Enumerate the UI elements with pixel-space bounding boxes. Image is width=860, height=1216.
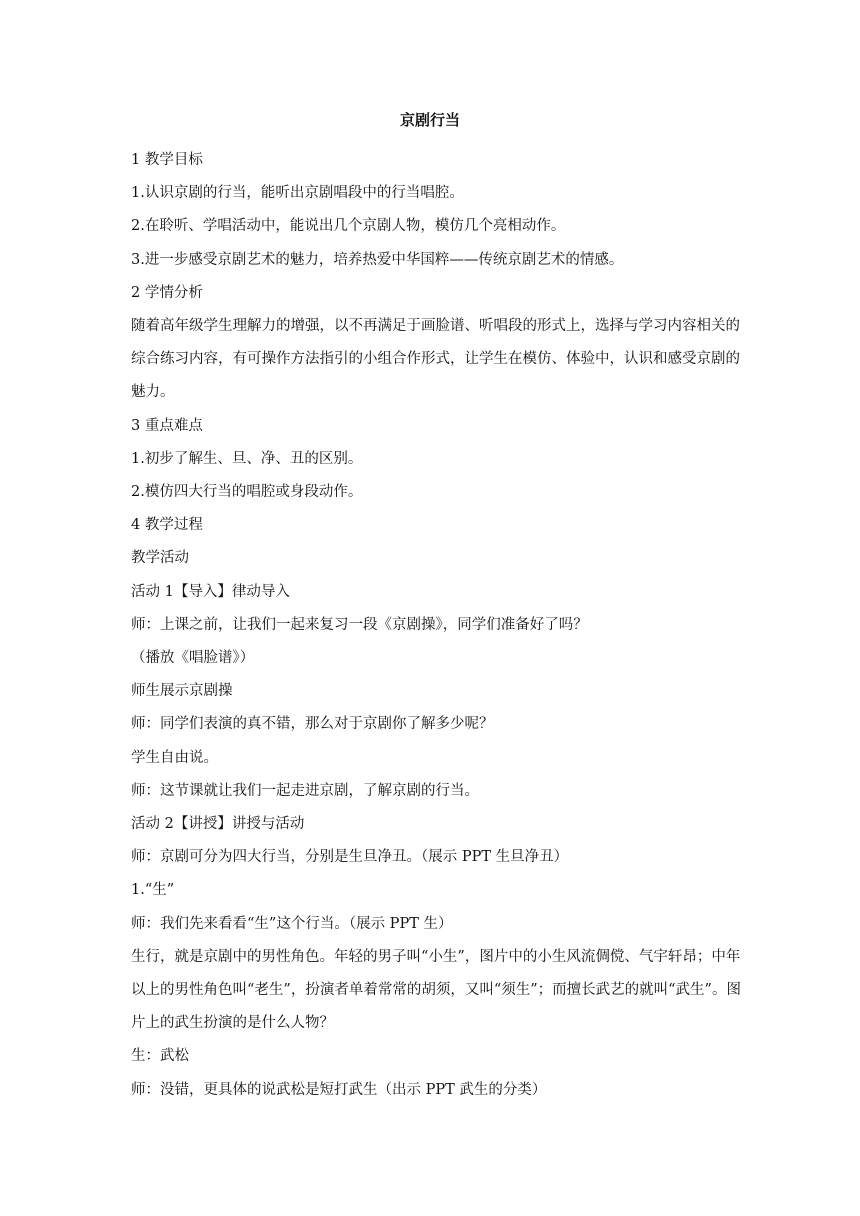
paragraph: 1.初步了解生、旦、净、丑的区别。 <box>131 450 363 467</box>
paragraph: 教学活动 <box>131 550 189 567</box>
paragraph: 3.进一步感受京剧艺术的魅力，培养热爱中华国粹——传统京剧艺术的情感。 <box>131 251 624 268</box>
document-title: 京剧行当 <box>399 111 460 129</box>
activity-heading: 活动 1【导入】律动导入 <box>131 583 290 600</box>
paragraph: 生：武松 <box>131 1048 189 1065</box>
paragraph: 生行，就是京剧中的男性角色。年轻的男子叫“小生”，图片中的小生风流倜傥、气宇轩昂；中年以上的男性角色叫“老生”，扮演者单着常常的胡须，又叫“须生”；而擅长武艺的就叫“武生”。图片上的武生扮演的是什么人物？ <box>131 948 741 1032</box>
paragraph: 师：同学们表演的真不错，那么对于京剧你了解多少呢？ <box>131 716 494 733</box>
paragraph: 1.“生” <box>131 882 175 899</box>
paragraph: 师：上课之前，让我们一起来复习一段《京剧操》，同学们准备好了吗？ <box>131 616 588 633</box>
paragraph: 1.认识京剧的行当，能听出京剧唱段中的行当唱腔。 <box>131 185 464 202</box>
paragraph: 2.在聆听、学唱活动中，能说出几个京剧人物，模仿几个亮相动作。 <box>131 218 566 235</box>
paragraph: 师：没错，更具体的说武松是短打武生（出示 PPT 武生的分类） <box>131 1081 547 1098</box>
paragraph: 师：我们先来看看“生”这个行当。（展示 PPT 生） <box>131 915 453 932</box>
section-heading-analysis: 2 学情分析 <box>131 284 203 301</box>
paragraph: 师：这节课就让我们一起走进京剧，了解京剧的行当。 <box>131 782 479 799</box>
paragraph: 随着高年级学生理解力的增强，以不再满足于画脸谱、听唱段的形式上，选择与学习内容相关的综合练习内容，有可操作方法指引的小组合作形式，让学生在模仿、体验中，认识和感受京剧的魅力。 <box>131 318 740 401</box>
paragraph: 2.模仿四大行当的唱腔或身段动作。 <box>131 484 363 501</box>
paragraph: 学生自由说。 <box>131 749 218 766</box>
section-heading-key-points: 3 重点难点 <box>131 417 203 434</box>
section-heading-process: 4 教学过程 <box>131 517 203 534</box>
paragraph: 师：京剧可分为四大行当，分别是生旦净丑。（展示 PPT 生旦净丑） <box>131 849 569 866</box>
document-body <box>131 144 741 1107</box>
paragraph: 师生展示京剧操 <box>131 683 233 700</box>
activity-heading: 活动 2【讲授】讲授与活动 <box>131 816 305 833</box>
section-heading-objectives: 1 教学目标 <box>131 152 203 168</box>
paragraph: （播放《唱脸谱》） <box>131 650 255 667</box>
